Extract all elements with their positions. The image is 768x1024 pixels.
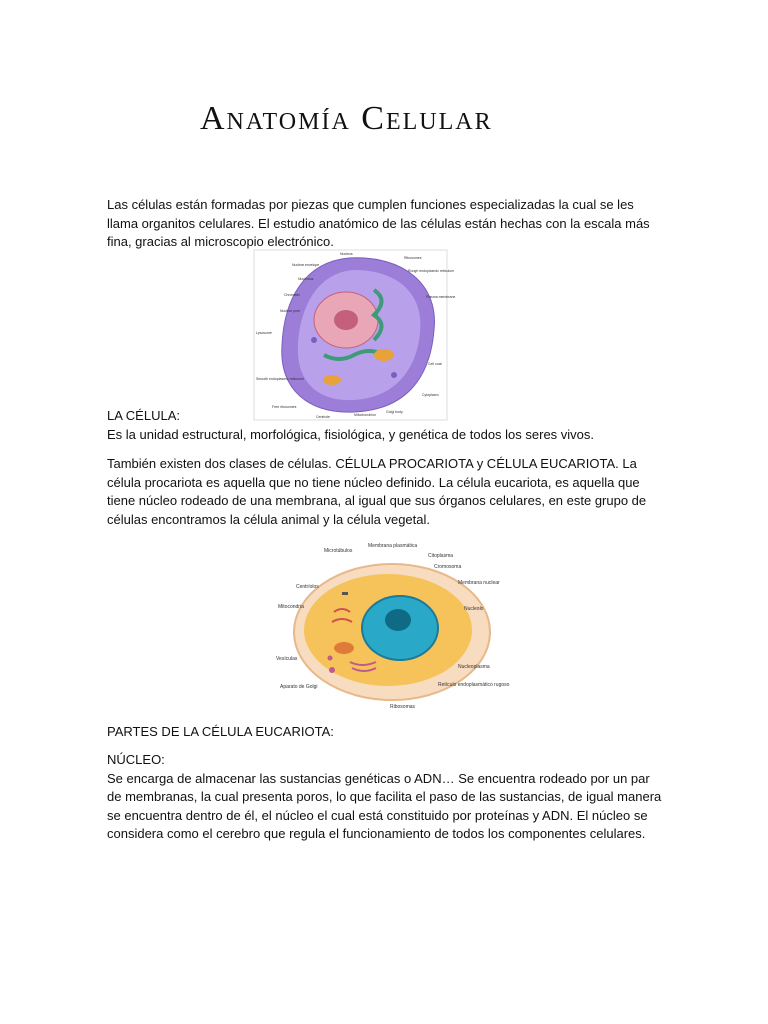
fig1-label-free-ribosomes: Free ribosomes xyxy=(272,405,297,409)
fig1-label-centriole: Centriole xyxy=(316,415,331,419)
fig1-label-mitochondrion: Mitochondrion xyxy=(354,413,376,417)
fig1-label-smooth-er: Smooth endoplasmic reticulum xyxy=(256,377,304,381)
cell-types-paragraph: También existen dos clases de células. CÉLULA PROCARIOTA y CÉLULA EUCARIOTA. La célula procariota es aquella que no tiene núcleo definido. La célula eucariota, es aquella que tiene núcleo rodeado de una membrana, al igual que sus órganos celulares, en este grupo de células encontramos la célula animal y la célula vegetal. xyxy=(107,456,647,527)
nucleus-heading: NÚCLEO: xyxy=(107,752,165,767)
fig2-label-mitochondria: Mitocondria xyxy=(278,604,304,610)
page-title: Anatomía Celular xyxy=(200,100,493,137)
cell-heading: LA CÉLULA: xyxy=(107,408,180,423)
fig1-label-nucleolus: Nucleolus xyxy=(298,277,314,281)
parts-heading: PARTES DE LA CÉLULA EUCARIOTA: xyxy=(107,724,334,739)
fig1-label-cell-coat: Cell coat xyxy=(428,362,442,366)
fig2-label-nucleoplasm: Nucleoplasma xyxy=(458,664,490,670)
fig1-label-nuclear-pore: Nuclear pore xyxy=(280,309,301,313)
fig2-label-nuclear-membrane: Membrana nuclear xyxy=(458,580,500,586)
fig1-label-rough-er: Rough endoplasmic reticulum xyxy=(408,269,455,273)
fig2-label-chromosome: Cromosoma xyxy=(434,564,462,570)
nucleus-text: Se encarga de almacenar las sustancias genéticas o ADN… Se encuentra rodeado por un par de membranas, la cual presenta poros, lo que facilita el paso de las sustancias, de igual manera se encuentra dentro de él, el núcleo el cual está constituido por proteínas y ADN. El núcleo se considera como el cerebro que regula el funcionamiento de todos los componentes celulares. xyxy=(107,770,662,841)
fig2-label-centrioles: Centríolos xyxy=(296,584,319,590)
fig2-label-plasma-membrane: Membrana plasmática xyxy=(368,543,418,549)
nucleus-section xyxy=(107,751,667,844)
fig2-label-vesicles: Vesículas xyxy=(276,656,298,662)
fig1-label-cytoplasm: Cytoplasm xyxy=(422,393,439,397)
intro-paragraph: Las células están formadas por piezas que cumplen funciones especializadas la cual se les llama organitos celulares. El estudio anatómico de las células están hechas con la escala más fina, gracias al microscopio electrónico. xyxy=(107,197,650,249)
fig1-label-nucleus: Nucleus xyxy=(340,252,353,256)
fig2-label-golgi: Aparato de Golgi xyxy=(280,684,318,690)
fig2-label-microtubules: Microtúbulos xyxy=(324,548,353,554)
fig1-label-chromatin: Chromatin xyxy=(284,293,301,297)
fig1-label-plasma-membrane: Plasma membrane xyxy=(426,295,456,299)
cell-definition: Es la unidad estructural, morfológica, fisiológica, y genética de todos los seres vivos. xyxy=(107,426,595,442)
fig2-label-ribosomes: Ribosomas xyxy=(390,704,416,710)
fig2-label-cytoplasm: Citoplasma xyxy=(428,553,454,559)
fig2-label-rough-er: Retículo endoplasmático rugoso xyxy=(438,682,510,688)
cell-section xyxy=(107,407,667,444)
fig2-label-nucleolus: Nucleolo xyxy=(464,606,484,612)
animal-cell-3d-diagram xyxy=(254,250,456,420)
fig1-label-ribosomes: Ribosomes xyxy=(404,256,422,260)
fig1-label-golgi: Golgi body xyxy=(386,410,403,414)
eukaryotic-cell-diagram xyxy=(272,540,510,710)
fig1-label-nuclear-envelope: Nuclear envelope xyxy=(292,263,320,267)
fig1-label-lysosome: Lysosome xyxy=(256,331,272,335)
